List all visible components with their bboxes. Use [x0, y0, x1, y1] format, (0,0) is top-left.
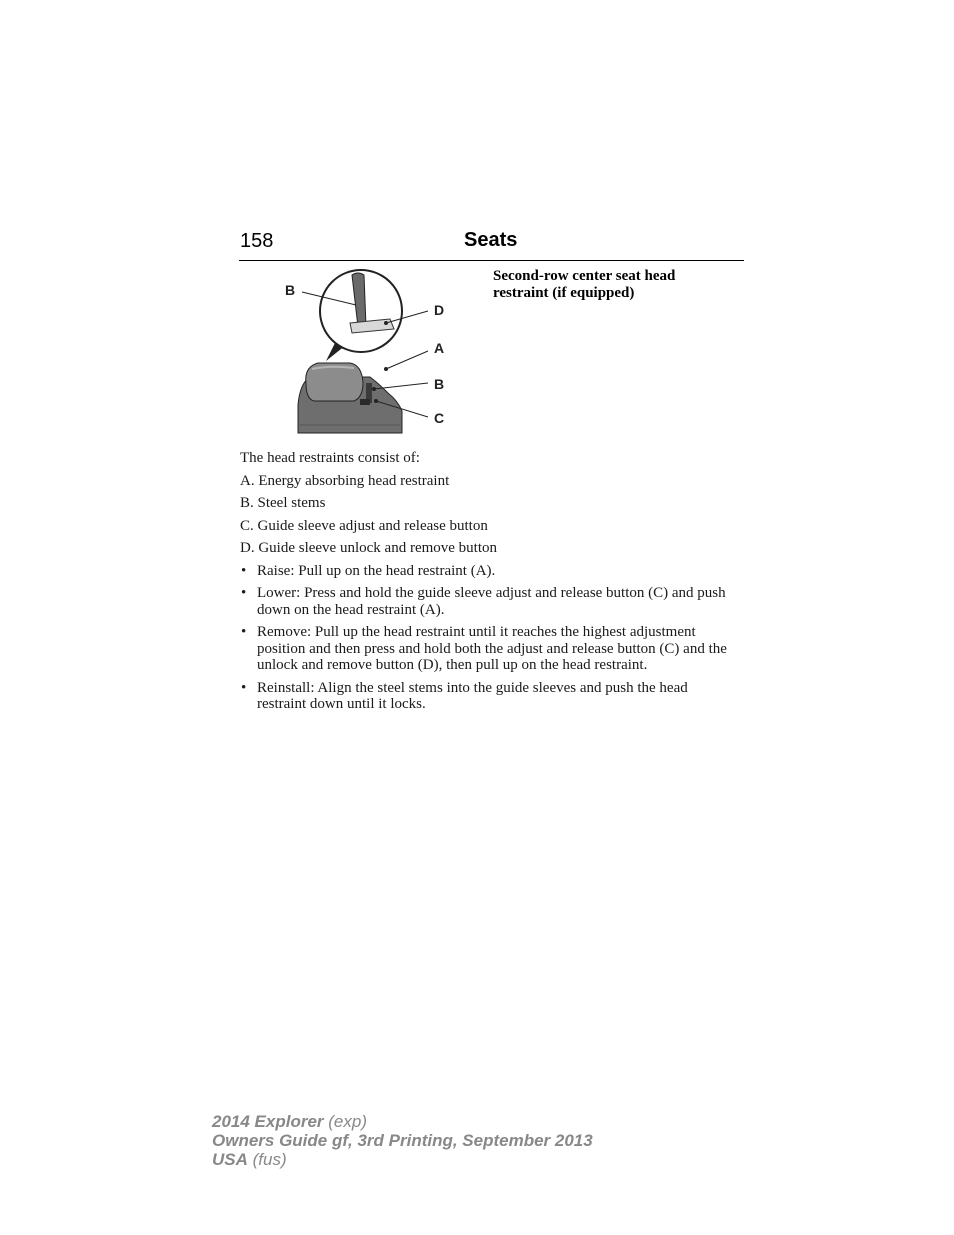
bullet-icon: •	[241, 624, 247, 640]
footer-market: USA	[212, 1150, 248, 1169]
intro-text: The head restraints consist of:	[240, 450, 420, 466]
part-item-d: D. Guide sleeve unlock and remove button	[240, 540, 498, 556]
bullet-reinstall	[240, 680, 740, 713]
figure-caption: Second-row center seat head restraint (if equipped)	[493, 268, 676, 301]
bullet-text-remove: Remove: Pull up the head restraint until it reaches the highest adjustment position and then press and hold both the adjust and release button (C) and the unlock and remove button (D), then pull up on the head restraint.	[257, 624, 727, 673]
footer-model: 2014 Explorer	[212, 1112, 324, 1131]
footer-model-line	[212, 1112, 593, 1131]
part-item-b: B. Steel stems	[240, 495, 326, 511]
bullet-raise	[240, 563, 740, 580]
bullet-lower	[240, 585, 740, 618]
page-footer	[212, 1112, 593, 1169]
part-item-a: A. Energy absorbing head restraint	[240, 472, 450, 489]
callout-b-upper: B	[285, 282, 296, 298]
bullet-icon: •	[241, 562, 247, 579]
head-restraint-illustration	[270, 265, 470, 440]
instruction-list	[240, 563, 740, 713]
callout-a: A	[434, 340, 445, 356]
callout-d: D	[434, 302, 445, 318]
callout-c: C	[434, 410, 445, 426]
bullet-icon: •	[241, 679, 247, 696]
part-item-c: C. Guide sleeve adjust and release button	[240, 517, 488, 534]
body-text	[240, 450, 740, 719]
page-number: 158	[240, 230, 274, 252]
bullet-text-reinstall: Reinstall: Align the steel stems into the guide sleeves and push the head restraint down until it locks.	[257, 679, 688, 712]
footer-market-code: (fus)	[252, 1150, 287, 1169]
page-header	[239, 228, 744, 261]
bullet-icon: •	[241, 585, 247, 601]
footer-market-line	[212, 1150, 593, 1169]
bullet-text-raise: Raise: Pull up on the head restraint (A).	[257, 562, 496, 579]
bullet-remove	[240, 624, 740, 674]
footer-guide: Owners Guide gf, 3rd Printing, September 2013	[212, 1131, 593, 1150]
section-title: Seats	[464, 229, 518, 251]
bullet-text-lower: Lower: Press and hold the guide sleeve adjust and release button (C) and push down on the head restraint (A).	[257, 585, 726, 618]
footer-model-code: (exp)	[328, 1112, 367, 1131]
callout-b-lower: B	[434, 376, 445, 392]
